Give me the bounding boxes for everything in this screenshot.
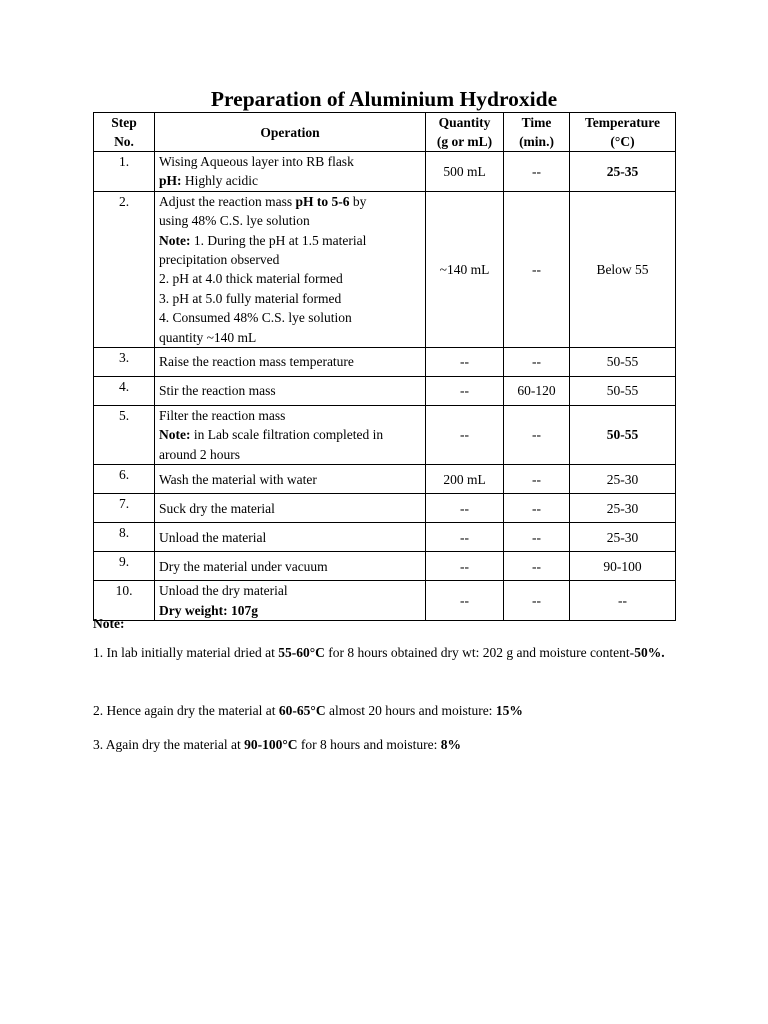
header-quantity-line2: (g or mL) xyxy=(436,134,493,149)
operation-cell xyxy=(155,465,426,494)
temperature-cell: 50-55 xyxy=(570,348,676,377)
note-1-moisture: 50%. xyxy=(634,645,665,660)
operation-bold-text: Dry weight: 107g xyxy=(159,602,258,618)
temperature-cell: 25-30 xyxy=(570,494,676,523)
operation-cell xyxy=(155,191,426,347)
operation-line: 3. pH at 5.0 fully material formed xyxy=(159,290,342,306)
note-2-moisture: 15% xyxy=(495,703,523,718)
step-number-cell: 10. xyxy=(94,581,155,621)
operation-cell xyxy=(155,552,426,581)
table-row xyxy=(94,377,676,406)
quantity-cell: -- xyxy=(426,523,504,552)
quantity-cell: 200 mL xyxy=(426,465,504,494)
operation-bold-text: Note: xyxy=(159,232,191,248)
header-step-line2: No. xyxy=(114,134,134,149)
time-cell: -- xyxy=(504,465,570,494)
operation-line xyxy=(159,192,422,211)
operation-text: 1. During the pH at 1.5 material xyxy=(190,232,367,248)
note-3 xyxy=(93,737,675,753)
operation-line: Stir the reaction mass xyxy=(159,383,276,399)
procedure-table xyxy=(93,112,676,621)
operation-line xyxy=(159,601,422,620)
header-temp-line1: Temperature xyxy=(585,115,660,130)
operation-bold-text: Note: xyxy=(159,427,191,443)
operation-cell xyxy=(155,406,426,465)
step-number-cell: 3. xyxy=(94,348,155,377)
header-quantity xyxy=(426,113,504,152)
operation-text: Adjust the reaction mass xyxy=(159,193,296,209)
time-cell: -- xyxy=(504,152,570,192)
note-1 xyxy=(93,636,675,669)
note-2-temp: 60-65°C xyxy=(278,703,326,718)
table-row xyxy=(94,191,676,347)
operation-cell xyxy=(155,523,426,552)
operation-cell xyxy=(155,494,426,523)
note-3-moisture: 8% xyxy=(440,737,461,752)
quantity-cell: -- xyxy=(426,494,504,523)
header-step-line1: Step xyxy=(111,115,137,130)
operation-cell xyxy=(155,348,426,377)
operation-line: quantity ~140 mL xyxy=(159,329,257,345)
step-number-cell: 8. xyxy=(94,523,155,552)
operation-line xyxy=(159,231,422,250)
temperature-cell: Below 55 xyxy=(570,191,676,347)
quantity-cell: -- xyxy=(426,552,504,581)
header-time xyxy=(504,113,570,152)
header-temperature xyxy=(570,113,676,152)
step-number-cell: 1. xyxy=(94,152,155,192)
operation-line: Raise the reaction mass temperature xyxy=(159,354,354,370)
note-3-text-b: for 8 hours and moisture: xyxy=(297,737,441,752)
temperature-cell: 50-55 xyxy=(570,377,676,406)
step-number-cell: 2. xyxy=(94,191,155,347)
note-1-text-a: 1. In lab initially material dried at xyxy=(93,645,279,660)
time-cell: -- xyxy=(504,191,570,347)
operation-bold-text: pH: xyxy=(159,173,182,189)
table-row xyxy=(94,152,676,192)
header-operation: Operation xyxy=(155,113,426,152)
note-3-temp: 90-100°C xyxy=(244,737,298,752)
note-2-text-b: almost 20 hours and moisture: xyxy=(325,703,496,718)
time-cell: 60-120 xyxy=(504,377,570,406)
operation-cell xyxy=(155,152,426,192)
quantity-cell: -- xyxy=(426,348,504,377)
header-time-line1: Time xyxy=(521,115,552,130)
time-cell: -- xyxy=(504,348,570,377)
operation-line: 4. Consumed 48% C.S. lye solution xyxy=(159,310,352,326)
table-header-row xyxy=(94,113,676,152)
step-number-cell: 7. xyxy=(94,494,155,523)
step-number-cell: 6. xyxy=(94,465,155,494)
operation-text: by xyxy=(349,193,367,209)
temperature-cell: -- xyxy=(570,581,676,621)
operation-line: precipitation observed xyxy=(159,252,280,268)
note-3-text-a: 3. Again dry the material at xyxy=(93,737,245,752)
note-1-text-b: for 8 hours obtained dry wt: 202 g and moisture content- xyxy=(324,645,635,660)
header-quantity-line1: Quantity xyxy=(438,115,491,130)
quantity-cell: -- xyxy=(426,377,504,406)
table-row xyxy=(94,523,676,552)
time-cell: -- xyxy=(504,523,570,552)
operation-line: Suck dry the material xyxy=(159,500,275,516)
quantity-cell: 500 mL xyxy=(426,152,504,192)
operation-line: using 48% C.S. lye solution xyxy=(159,213,310,229)
operation-line: Filter the reaction mass xyxy=(159,408,286,424)
table-row xyxy=(94,581,676,621)
quantity-cell: -- xyxy=(426,581,504,621)
operation-line: Unload the dry material xyxy=(159,583,288,599)
notes-heading: Note: xyxy=(93,616,125,631)
time-cell: -- xyxy=(504,494,570,523)
operation-line: 2. pH at 4.0 thick material formed xyxy=(159,271,343,287)
note-2-text-a: 2. Hence again dry the material at xyxy=(93,703,279,718)
operation-line: around 2 hours xyxy=(159,446,240,462)
note-1-temp: 55-60°C xyxy=(278,645,325,660)
document-title: Preparation of Aluminium Hydroxide xyxy=(210,87,558,111)
time-cell: -- xyxy=(504,552,570,581)
operation-line: Wising Aqueous layer into RB flask xyxy=(159,154,354,169)
operation-line xyxy=(159,425,422,444)
operation-cell xyxy=(155,581,426,621)
operation-bold-text: pH to 5-6 xyxy=(295,193,350,209)
quantity-cell: -- xyxy=(426,406,504,465)
note-2 xyxy=(93,703,675,719)
table-row xyxy=(94,406,676,465)
table-row xyxy=(94,465,676,494)
step-number-cell: 4. xyxy=(94,377,155,406)
time-cell: -- xyxy=(504,581,570,621)
temperature-cell: 25-30 xyxy=(570,523,676,552)
table-row xyxy=(94,552,676,581)
header-time-line2: (min.) xyxy=(519,134,554,149)
temperature-cell: 50-55 xyxy=(570,406,676,465)
table-row xyxy=(94,348,676,377)
header-temp-line2: (°C) xyxy=(610,134,635,149)
operation-line xyxy=(159,171,422,190)
header-step xyxy=(94,113,155,152)
step-number-cell: 9. xyxy=(94,552,155,581)
temperature-cell: 25-30 xyxy=(570,465,676,494)
temperature-cell: 90-100 xyxy=(570,552,676,581)
operation-text: Highly acidic xyxy=(181,173,258,189)
operation-line: Dry the material under vacuum xyxy=(159,558,328,574)
step-number-cell: 5. xyxy=(94,406,155,465)
operation-line: Wash the material with water xyxy=(159,471,317,487)
operation-cell xyxy=(155,377,426,406)
time-cell: -- xyxy=(504,406,570,465)
temperature-cell: 25-35 xyxy=(570,152,676,192)
quantity-cell: ~140 mL xyxy=(426,191,504,347)
operation-text: in Lab scale filtration completed in xyxy=(190,427,384,443)
table-row xyxy=(94,494,676,523)
table-body xyxy=(94,152,676,621)
operation-line: Unload the material xyxy=(159,529,267,545)
